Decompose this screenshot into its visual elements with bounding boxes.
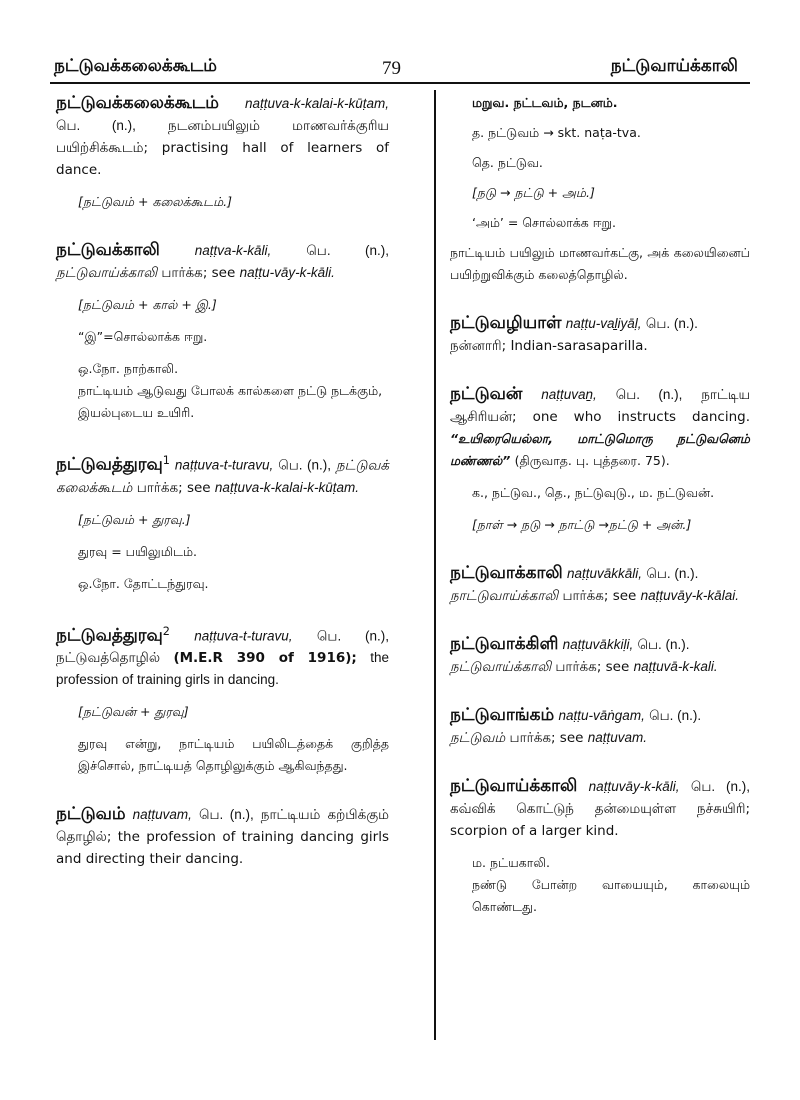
headword: நட்டுவாங்கம்	[450, 705, 555, 725]
transliteration: naṭṭva-k-kāli,	[194, 243, 272, 258]
see-word: பார்க்க; see	[161, 265, 236, 281]
etymology: [நட்டுவம் + கால் + இ.]	[78, 297, 217, 312]
transliteration: naṭṭuva-t-turavu,	[174, 457, 274, 473]
reference: (M.E.R 390 of 1916);	[173, 650, 357, 666]
headword: நட்டுவாக்கிளி	[450, 634, 559, 654]
transliteration: naṭṭuvāy-k-kāli,	[588, 779, 680, 794]
cross-reference: நாட்டுவாய்க்காலி	[450, 588, 559, 604]
headword: நட்டுவாக்காலி	[450, 563, 563, 583]
transliteration: naṭṭu-vaḻiyāḷ,	[565, 316, 642, 331]
description: நண்டு போன்ற வாயையும், காலையும் கொண்டது.	[472, 877, 750, 914]
transliteration: naṭṭuvākkiḷi,	[562, 637, 634, 652]
column-divider	[434, 90, 436, 1040]
definition: நாட்டிய ஆசிரியன்; one who instructs dancing.	[450, 387, 751, 425]
transliteration: naṭṭuvākkāli,	[567, 566, 643, 581]
see-word: பார்க்க; see	[555, 659, 630, 675]
guide-word-left: நட்டுவக்கலைக்கூடம்	[54, 56, 217, 76]
see-word: பார்க்க; see	[509, 730, 584, 746]
homonym-number: 2	[162, 624, 170, 638]
part-of-speech: பெ. (n.).	[637, 637, 690, 652]
part-of-speech: பெ. (n.),	[56, 118, 136, 133]
right-column	[450, 92, 750, 944]
headword: நட்டுவக்கலைக்கூடம்	[56, 93, 219, 113]
comparison: ஒ.நோ. தோட்டந்துரவு.	[78, 575, 209, 591]
cross-reference-transliteration: naṭṭuvā-k-kali.	[633, 659, 718, 674]
homonym-number: 1	[162, 454, 170, 467]
quotation-source: (திருவாத. பு. புத்தரை. 75).	[514, 453, 670, 468]
cross-reference: நட்டுவாய்க்காலி	[450, 659, 552, 675]
part-of-speech: பெ. (n.).	[645, 316, 698, 331]
part-of-speech: பெ. (n.).	[649, 708, 702, 723]
page-header	[0, 52, 800, 82]
headword: நட்டுவன்	[450, 384, 523, 404]
entry-continuation	[450, 92, 750, 286]
part-of-speech: பெ. (n.),	[316, 628, 390, 643]
cognates: ம. நட்யகாலி.	[472, 855, 550, 870]
cross-reference-transliteration: naṭṭuvam.	[587, 730, 648, 745]
dictionary-entry	[450, 775, 750, 918]
headword: நட்டுவத்துரவு	[56, 454, 163, 475]
transliteration: naṭṭuvam,	[132, 807, 192, 822]
cross-reference: நட்டுவக் கலைக்கூடம்	[56, 457, 389, 496]
transliteration: naṭṭuva-k-kalai-k-kūṭam,	[244, 96, 389, 111]
headword: நட்டுவம்	[56, 804, 126, 824]
etymology: [நடு → நட்டு + அம்.]	[472, 185, 595, 200]
headword: நட்டுவத்துரவு	[56, 625, 163, 645]
definition-english: the profession of training girls in dancing.	[56, 650, 389, 687]
headword: நட்டுவழியாள்	[450, 313, 562, 333]
dictionary-entry	[450, 383, 750, 536]
part-of-speech: பெ. (n.),	[278, 457, 331, 473]
etymology: [நட்டுவம் + கலைக்கூடம்.]	[78, 194, 233, 209]
cross-reference-transliteration: naṭṭu-vāy-k-kāli.	[239, 265, 335, 280]
part-of-speech: பெ. (n.),	[615, 387, 683, 402]
definition: நடனம்பயிலும் மாணவர்க்குரிய பயிற்சிக்கூடம்; practising hall of learners of dance.	[56, 118, 389, 178]
etymology: [நட்டுவம் + துரவு.]	[78, 511, 191, 527]
definition: நட்டுவத்தொழில்	[56, 650, 161, 666]
cross-reference: நட்டுவாய்க்காலி	[56, 265, 158, 281]
page-number: 79	[382, 58, 401, 79]
part-of-speech: பெ. (n.),	[690, 779, 750, 794]
dictionary-entry	[56, 803, 389, 870]
part-of-speech: பெ. (n.),	[306, 243, 389, 258]
see-word: பார்க்க; see	[136, 479, 211, 496]
dictionary-entry	[450, 704, 750, 749]
dictionary-entry	[450, 562, 750, 607]
dictionary-entry	[56, 239, 389, 424]
note: “இ”=சொல்லாக்க ஈறு.	[78, 329, 208, 344]
dictionary-entry	[56, 450, 389, 595]
sanskrit-cognate: த. நட்டுவம் → skt. naṭa-tva.	[472, 125, 641, 140]
dictionary-entry	[450, 312, 750, 357]
comparison-detail: நாட்டியம் ஆடுவது போலக் கால்களை நட்டு நடக்கும், இயல்புடைய உயிரி.	[78, 383, 383, 420]
transliteration: naṭṭuva-t-turavu,	[194, 628, 293, 643]
transliteration: naṭṭu-vāṅgam,	[558, 708, 645, 723]
synonyms: மறுவ. நட்டவம், நடனம்.	[472, 95, 618, 110]
note: ‘அம்’ = சொல்லாக்க ஈறு.	[472, 215, 616, 230]
description: நாட்டியம் பயிலும் மாணவர்கட்கு, அக் கலையினைப் பயிற்றுவிக்கும் கலைத்தொழில்.	[450, 245, 750, 282]
cognates: க., நட்டுவ., தெ., நட்டுவுடு., ம. நட்டுவன்.	[472, 485, 715, 500]
cross-reference-transliteration: naṭṭuva-k-kalai-k-kūṭam.	[214, 479, 359, 495]
left-column	[56, 92, 389, 896]
quotation: “உயிரையெல்லா, மாட்டுமொரு நட்டுவனெம் மண்ணல்”	[450, 431, 750, 468]
definition: நன்னாரி; Indian-sarasaparilla.	[450, 338, 648, 354]
part-of-speech: பெ. (n.),	[198, 807, 254, 822]
definition: கவ்விக் கொட்டுந் தன்மையுள்ள நச்சுயிரி; scorpion of a larger kind.	[450, 801, 750, 839]
guide-word-right: நட்டுவாய்க்காலி	[610, 56, 738, 76]
dictionary-entry	[56, 92, 389, 213]
etymology: [நாள் → நடு → நாட்டு →நட்டு + அன்.]	[472, 517, 692, 532]
comparison: ஒ.நோ. நாற்காலி.	[78, 361, 179, 376]
dictionary-entry	[450, 633, 750, 678]
telugu-cognate: தெ. நட்டுவ.	[472, 155, 543, 170]
header-rule	[50, 82, 750, 84]
headword: நட்டுவக்காலி	[56, 240, 160, 260]
see-word: பார்க்க; see	[562, 588, 637, 604]
transliteration: naṭṭuvaṉ,	[541, 387, 597, 402]
dictionary-entry	[56, 621, 389, 778]
part-of-speech: பெ. (n.).	[646, 566, 699, 581]
note: துரவு = பயிலுமிடம்.	[78, 543, 197, 559]
definition: நாட்டியம் கற்பிக்கும் தொழில்; the profession of training dancing girls and directing their dancing.	[56, 807, 390, 867]
etymology: [நட்டுவன் + துரவு]	[78, 704, 189, 719]
cross-reference-transliteration: naṭṭuvāy-k-kālai.	[640, 588, 739, 603]
cross-reference: நட்டுவம்	[450, 730, 506, 746]
headword: நட்டுவாய்க்காலி	[450, 776, 578, 796]
note: துரவு என்று, நாட்டியம் பயிலிடத்தைக் குறித்த இச்சொல், நாட்டியத் தொழிலுக்கும் ஆகிவந்தது.	[78, 736, 389, 773]
